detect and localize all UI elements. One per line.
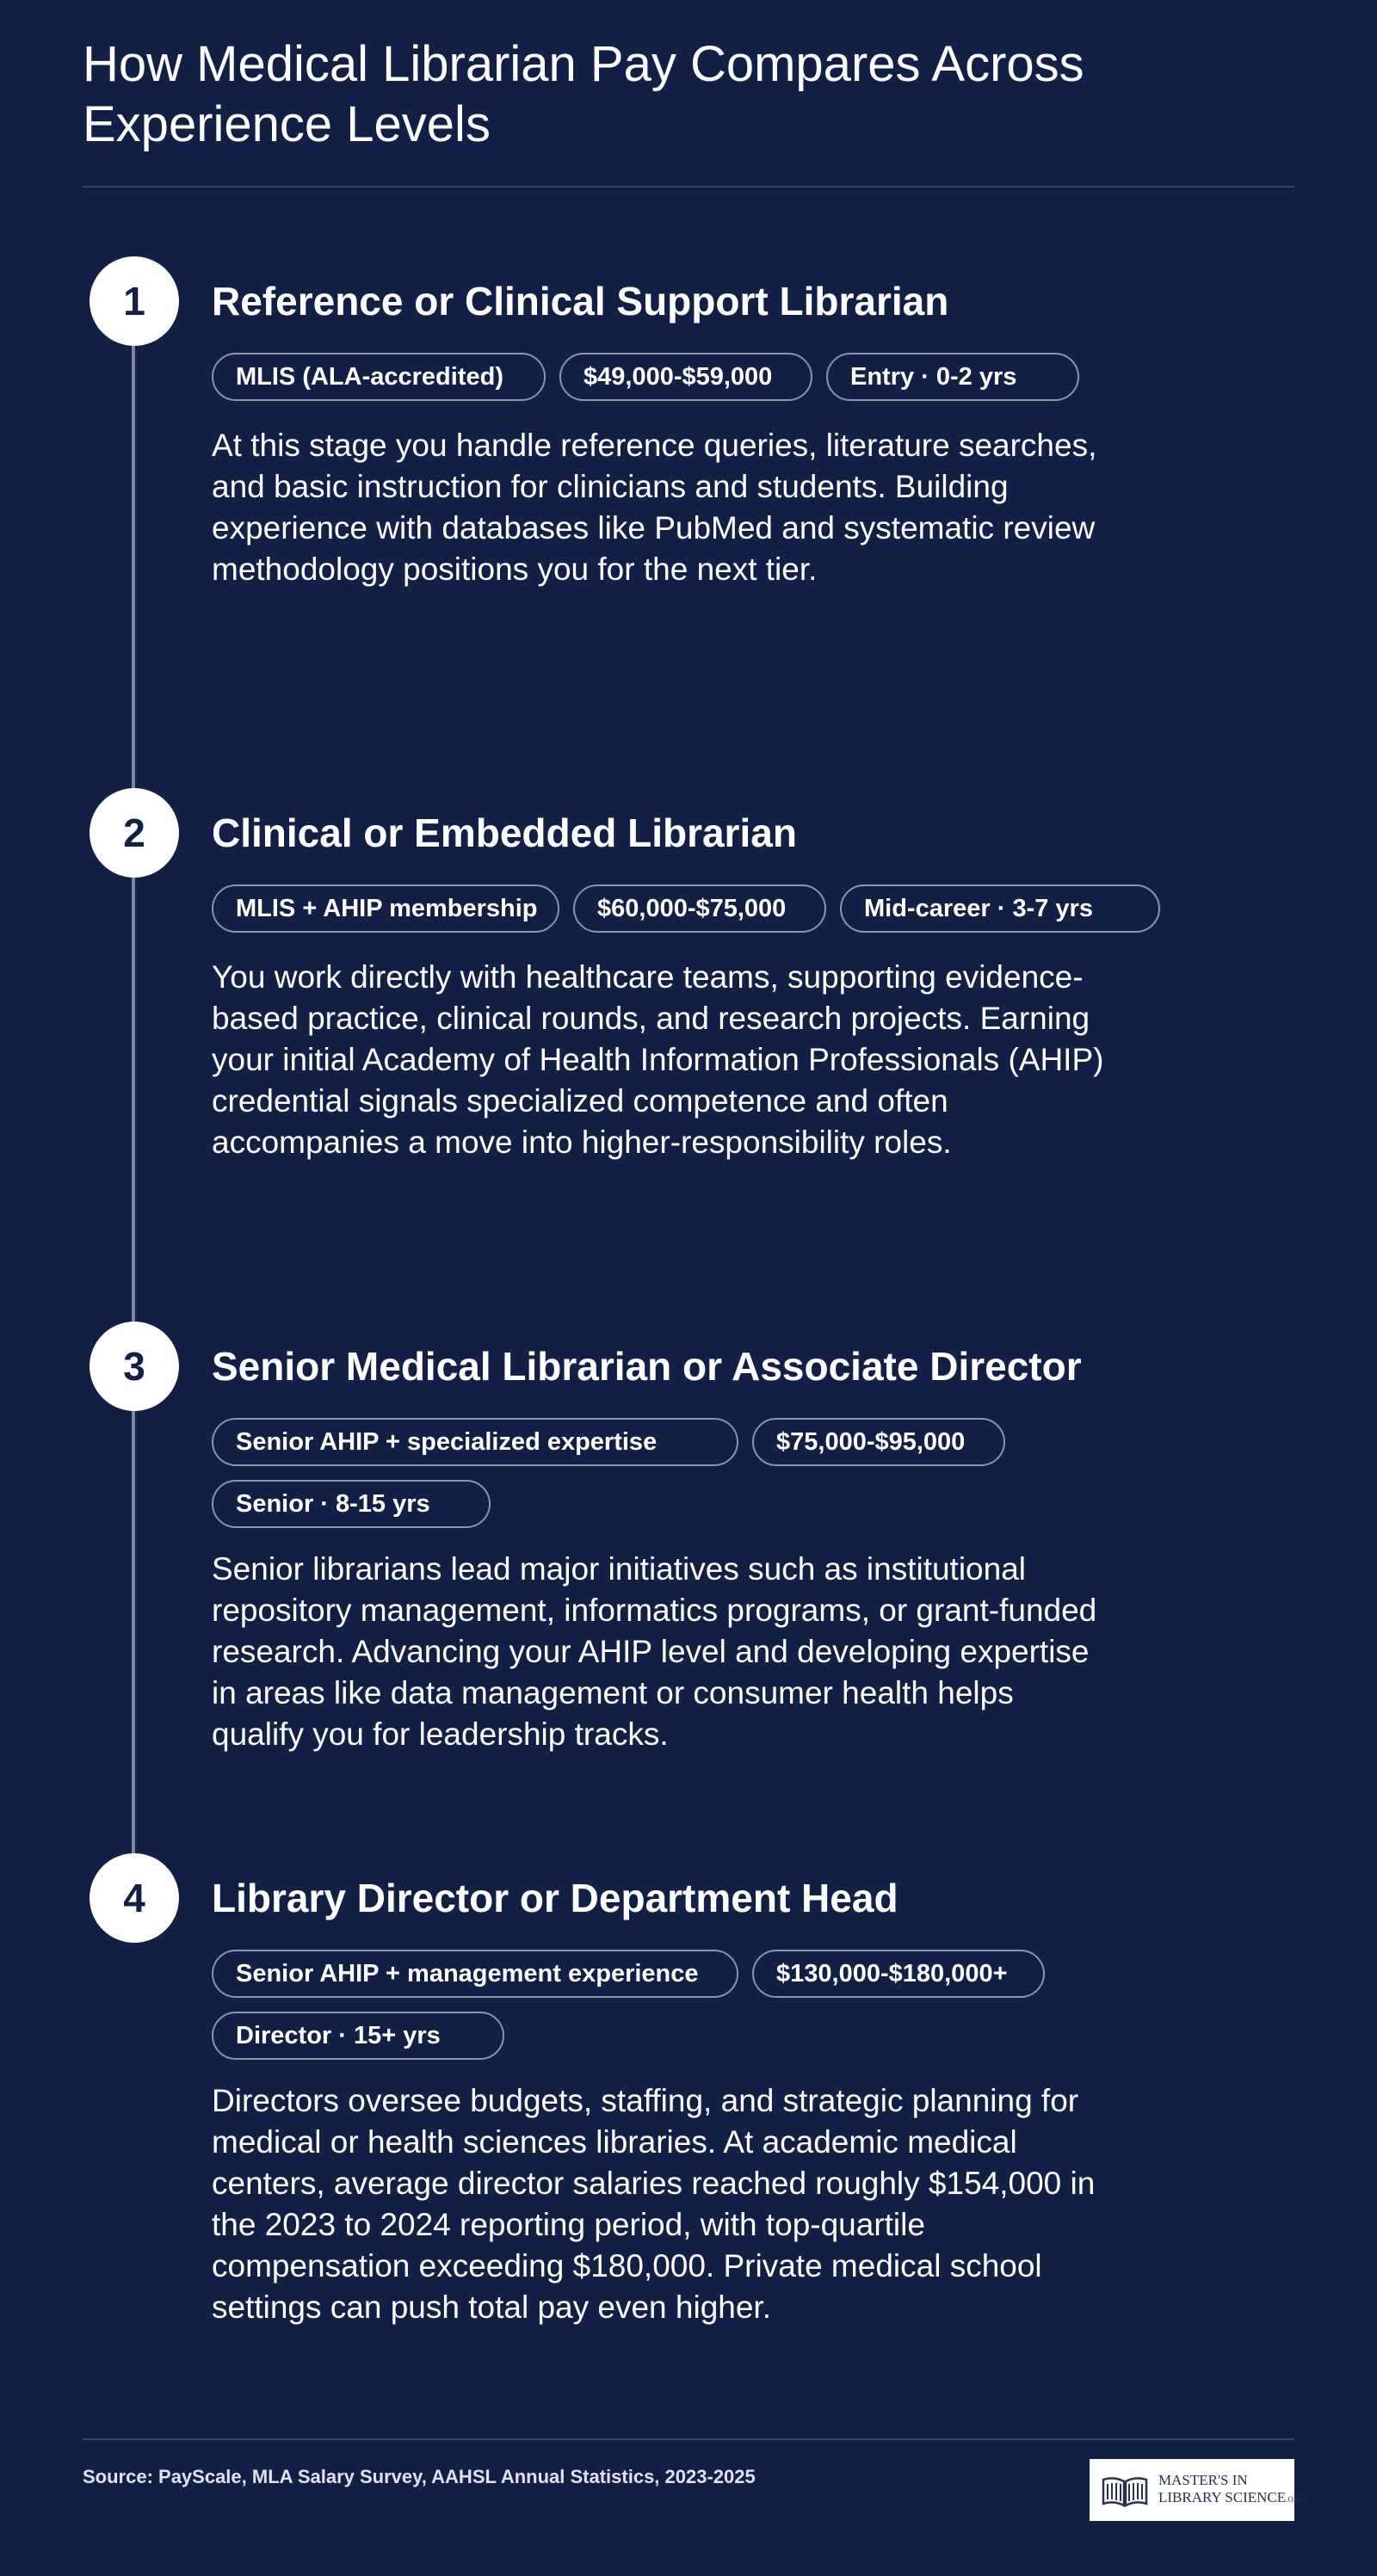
page-title: How Medical Librarian Pay Compares Across Experience Levels: [83, 36, 1084, 152]
salary-tag: $130,000-$180,000+: [752, 1950, 1045, 1998]
tier-title: Senior Medical Librarian or Associate Director: [212, 1344, 1082, 1389]
logo-wordmark: [1158, 2472, 1304, 2508]
logo-line-2: [1158, 2489, 1304, 2508]
salary-tag: $75,000-$95,000: [752, 1418, 1005, 1466]
logo-line-2-text: LIBRARY SCIENCE: [1158, 2489, 1287, 2505]
source-note: Source: PayScale, MLA Salary Survey, AAHSL Annual Statistics, 2023-2025: [83, 2466, 756, 2487]
tier-number-badge: 1: [90, 256, 179, 346]
tier-tags: [212, 353, 1158, 401]
logo-suffix: .ORG: [1286, 2495, 1305, 2504]
credential-tag: Senior AHIP + management experience: [212, 1950, 738, 1998]
timeline-line: [132, 301, 135, 1901]
experience-tag: Director · 15+ yrs: [212, 2012, 504, 2060]
salary-tag: $49,000-$59,000: [559, 353, 812, 401]
experience-tag: Entry · 0-2 yrs: [826, 353, 1079, 401]
credential-tag: MLIS (ALA-accredited): [212, 353, 546, 401]
logo-line-1: MASTER'S IN: [1158, 2472, 1248, 2488]
credential-tag: MLIS + AHIP membership: [212, 884, 559, 933]
experience-tag: Mid-career · 3-7 yrs: [840, 884, 1160, 933]
tier-description: You work directly with healthcare teams, supporting evidence-based practice, clinical rounds, and research projects. Earning your initial Academy of Health Information Professionals (AHIP) credential signals specialized competence and often accompanies a move into higher-responsibility roles.: [212, 959, 1104, 1160]
tier-number-badge: 4: [90, 1853, 179, 1943]
tier-description: Senior librarians lead major initiatives such as institutional repository management, informatics programs, or grant-funded research. Advancing your AHIP level and developing expertise in areas like data management or consumer health helps qualify you for leadership tracks.: [212, 1551, 1097, 1752]
tier-description: At this stage you handle reference queries, literature searches, and basic instruction for clinicians and students. Building experience with databases like PubMed and systematic review methodology positions you for the next tier.: [212, 428, 1097, 587]
tier-title: Reference or Clinical Support Librarian: [212, 279, 949, 324]
header-divider: [83, 186, 1294, 188]
tier-tags: [212, 1418, 1072, 1528]
open-book-icon: [1100, 2471, 1150, 2509]
experience-tag: Senior · 8-15 yrs: [212, 1480, 491, 1528]
site-logo: [1090, 2459, 1305, 2521]
credential-tag: Senior AHIP + specialized expertise: [212, 1418, 738, 1466]
tier-title: Library Director or Department Head: [212, 1876, 898, 1920]
tier-title: Clinical or Embedded Librarian: [212, 810, 797, 855]
tier-number-badge: 2: [90, 788, 179, 878]
tier-tags: [212, 1950, 1072, 2060]
tier-tags: [212, 884, 1244, 933]
tier-description: Directors oversee budgets, staffing, and strategic planning for medical or health sciences libraries. At academic medical centers, average director salaries reached roughly $154,000 in the 2023 to 2024 reporting period, with top-quartile compensation exceeding $180,000. Private medical school settings can push total pay even higher.: [212, 2083, 1096, 2325]
footer-divider: [83, 2438, 1294, 2440]
tier-number-badge: 3: [90, 1322, 179, 1411]
salary-tag: $60,000-$75,000: [573, 884, 826, 933]
